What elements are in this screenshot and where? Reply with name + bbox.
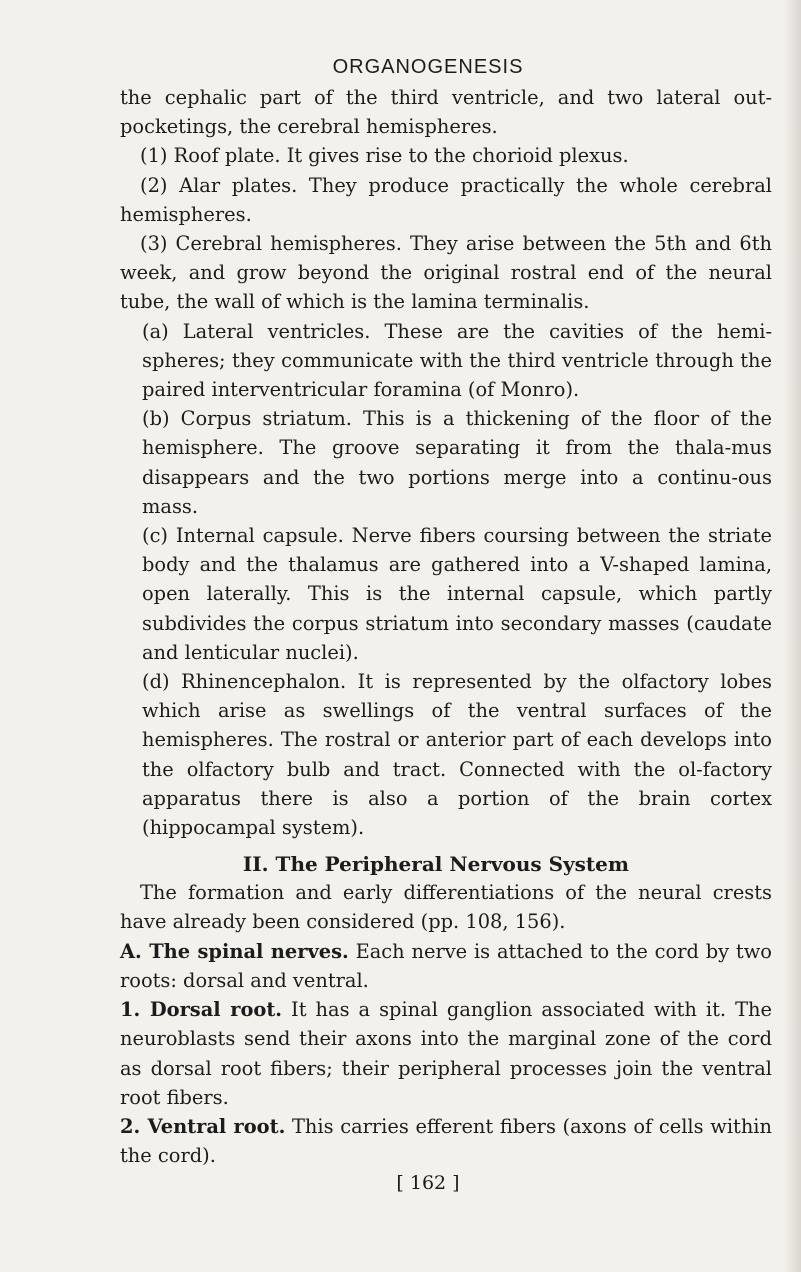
section-heading: II. The Peripheral Nervous System bbox=[242, 852, 630, 877]
paragraph-lateral-ventricles: (a) Lateral ventricles. These are the cavities of the hemi-spheres; they communicate with the third ventricle through the paired interventricular foramina (of Monro). bbox=[142, 319, 772, 402]
running-head: ORGANOGENESIS bbox=[332, 56, 524, 78]
label-spinal-nerves: A. The spinal nerves. bbox=[120, 939, 349, 963]
text-dorsal-root: It has a spinal ganglion associated with it. The neuroblasts send their axons into the marginal zone of the cord as dorsal root fibers; their peripheral processes join the ventral root fibers. bbox=[120, 998, 772, 1109]
label-dorsal-root: 1. Dorsal root. bbox=[120, 998, 283, 1022]
paragraph-cerebral-hemispheres: (3) Cerebral hemispheres. They arise between the 5th and 6th week, and grow beyond the original rostral end of the neural tube, the wall of which is the lamina terminalis. bbox=[120, 232, 772, 314]
paragraph-continuation: the cephalic part of the third ventricle, and two lateral out-pocketings, the cerebral hemispheres. bbox=[120, 86, 772, 139]
text-ventral-root: This carries efferent fibers (axons of cells within the cord). bbox=[120, 1114, 773, 1168]
paragraph-rhinencephalon: (d) Rhinencephalon. It is represented by the olfactory lobes which arise as swellings of the ventral surfaces of the hemispheres. The rostral or anterior part of each develops into the olfactory bulb and tract. Connected with the ol-factory apparatus there is also a portion of the brain cortex (hippocampal system). bbox=[142, 670, 772, 840]
paragraph-dorsal-root bbox=[120, 995, 772, 1112]
page-content bbox=[120, 56, 772, 1194]
paragraph-alar-plates: (2) Alar plates. They produce practically the whole cerebral hemispheres. bbox=[120, 173, 772, 226]
paragraph-roof-plate: (1) Roof plate. It gives rise to the chorioid plexus. bbox=[140, 144, 629, 168]
paragraph-corpus-striatum: (b) Corpus striatum. This is a thickening of the floor of the hemisphere. The groove separating it from the thala-mus disappears and the two portions merge into a continu-ous mass. bbox=[142, 407, 772, 518]
paragraph-intro: The formation and early differentiations of the neural crests have already been considered (pp. 108, 156). bbox=[120, 881, 772, 934]
page-number: [ 162 ] bbox=[396, 1172, 460, 1195]
paragraph-internal-capsule: (c) Internal capsule. Nerve fibers coursing between the striate body and the thalamus are gathered into a V-shaped lamina, open laterally. This is the internal capsule, which partly subdivides the corpus striatum into secondary masses (caudate and lenticular nuclei). bbox=[142, 524, 772, 664]
text-spinal-nerves: Each nerve is attached to the cord by two roots: dorsal and ventral. bbox=[120, 939, 772, 992]
label-ventral-root: 2. Ventral root. bbox=[120, 1114, 286, 1138]
paragraph-spinal-nerves bbox=[120, 937, 772, 995]
paragraph-ventral-root bbox=[120, 1112, 772, 1170]
page-edge-shadow bbox=[783, 0, 801, 1272]
